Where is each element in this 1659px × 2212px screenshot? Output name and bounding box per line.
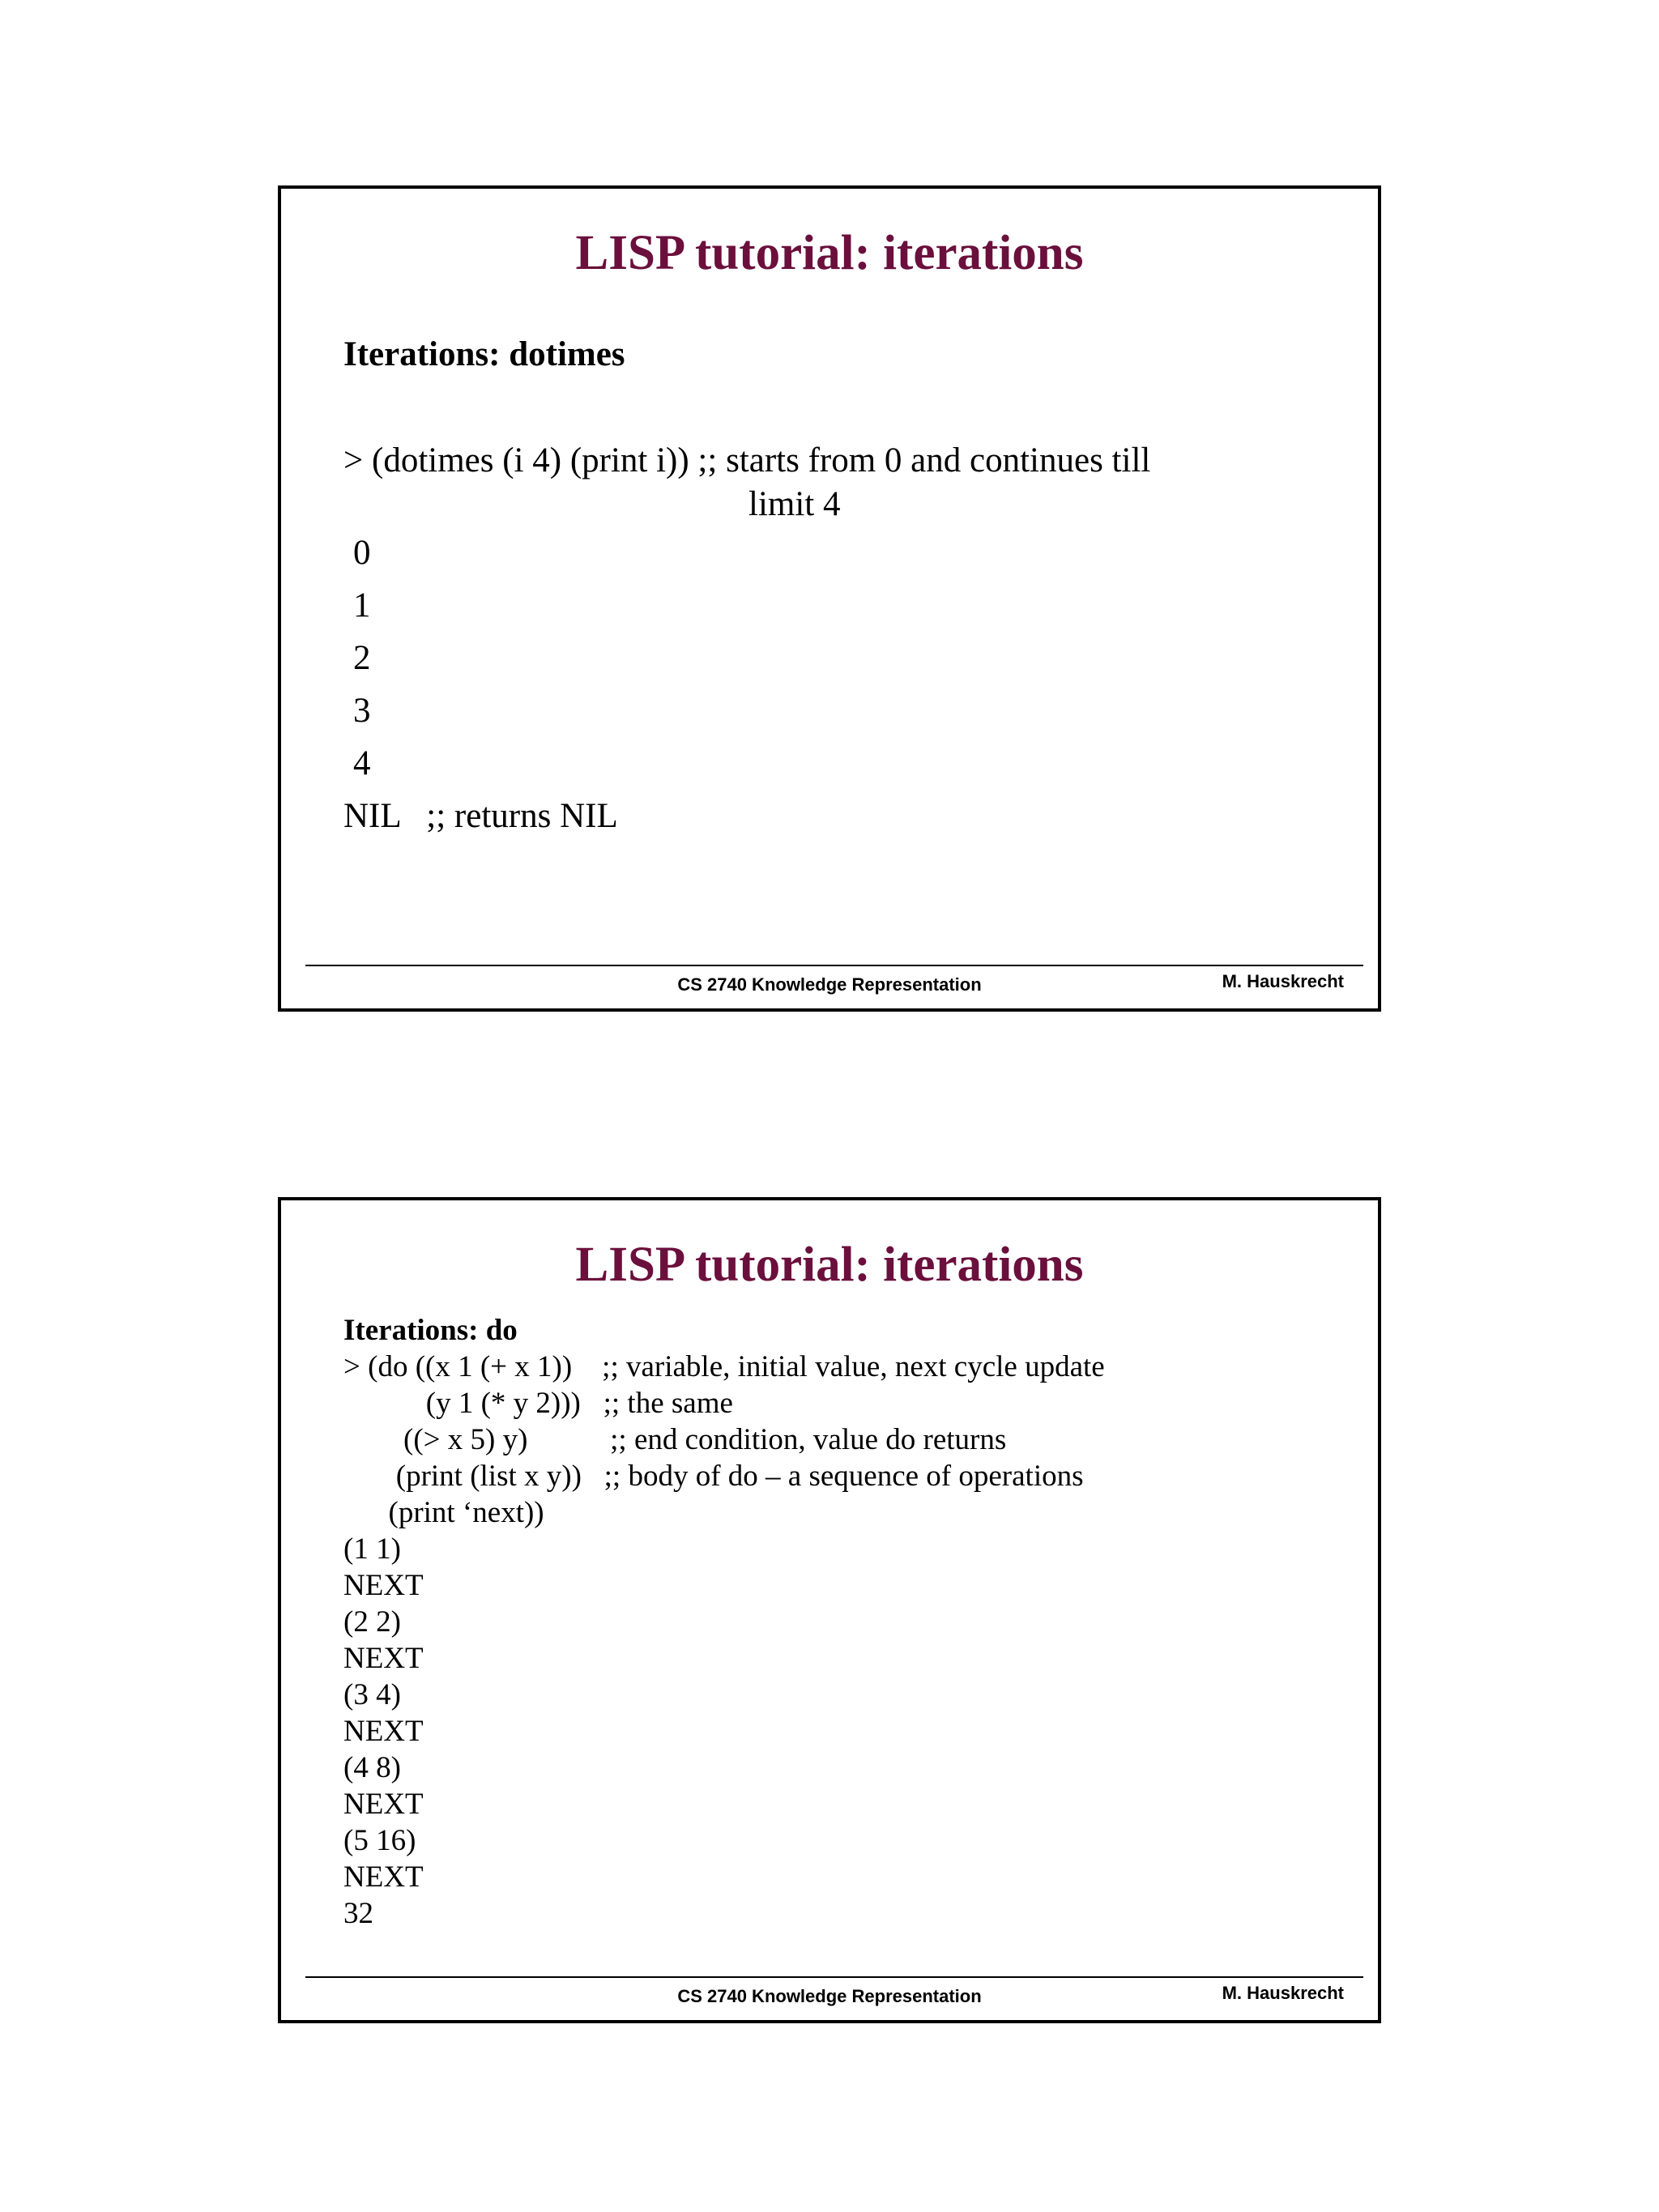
output-line: NEXT	[343, 1569, 424, 1602]
output-line: (5 16)	[343, 1824, 416, 1857]
footer-author: M. Hauskrecht	[1222, 1983, 1344, 2003]
output-line: NEXT	[343, 1715, 424, 1748]
code-line: (print ‘next))	[343, 1496, 544, 1529]
footer-divider	[305, 965, 1363, 966]
code-line: (print (list x y)) ;; body of do – a sequence of operations	[343, 1460, 1084, 1493]
footer-divider	[305, 1976, 1363, 1978]
footer-author: M. Hauskrecht	[1222, 971, 1344, 991]
slide-do	[278, 1197, 1381, 2023]
output-line: 0	[353, 534, 371, 572]
output-line: 1	[353, 586, 371, 624]
section-heading: Iterations: do	[343, 1314, 518, 1347]
output-line: 2	[353, 639, 371, 677]
code-line: limit 4	[748, 485, 841, 523]
section-heading: Iterations: dotimes	[343, 335, 625, 373]
slide-title: LISP tutorial: iterations	[575, 1238, 1084, 1292]
code-line: (y 1 (* y 2))) ;; the same	[343, 1387, 733, 1420]
slide-body	[343, 1312, 1346, 1932]
footer-course: CS 2740 Knowledge Representation	[677, 1986, 982, 2006]
output-line: NIL ;; returns NIL	[343, 797, 618, 835]
output-line: 3	[353, 692, 371, 730]
slide-title: LISP tutorial: iterations	[575, 226, 1084, 280]
code-line: ((> x 5) y) ;; end condition, value do returns	[343, 1423, 1007, 1456]
output-line: NEXT	[343, 1860, 424, 1894]
output-line: 32	[343, 1897, 373, 1930]
output-line: (2 2)	[343, 1605, 401, 1639]
output-line: 4	[353, 744, 371, 782]
output-line: NEXT	[343, 1642, 424, 1675]
output-line: (1 1)	[343, 1532, 401, 1566]
output-line: (3 4)	[343, 1678, 401, 1711]
code-line: > (dotimes (i 4) (print i)) ;; starts from 0 and continues till	[343, 441, 1151, 479]
footer-course: CS 2740 Knowledge Representation	[677, 974, 982, 995]
output-line: NEXT	[343, 1788, 424, 1821]
code-line: > (do ((x 1 (+ x 1)) ;; variable, initial value, next cycle update	[343, 1350, 1105, 1383]
output-line: (4 8)	[343, 1751, 401, 1784]
slide-body	[343, 335, 1346, 842]
slide-dotimes	[278, 185, 1381, 1012]
